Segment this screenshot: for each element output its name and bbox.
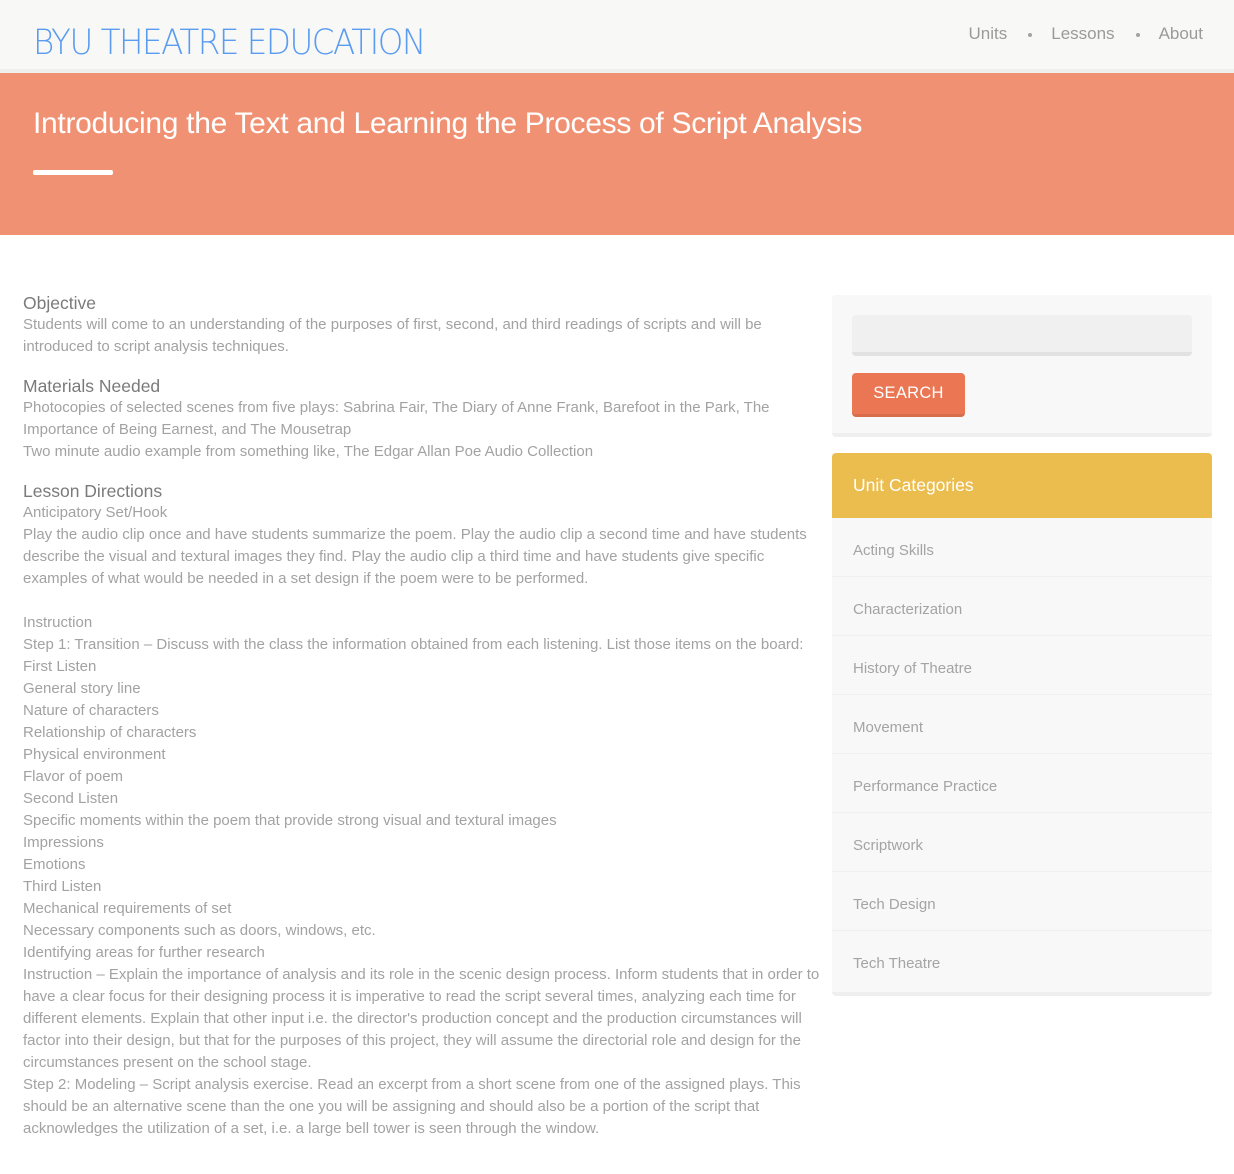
lesson-content — [23, 292, 823, 1157]
title-underline-divider — [33, 170, 113, 175]
search-button[interactable]: SEARCH — [852, 373, 965, 417]
page-title: Introducing the Text and Learning the Process of Script Analysis — [33, 107, 863, 140]
category-item-movement[interactable]: Movement — [832, 695, 1212, 754]
site-logo[interactable]: BYU THEATRE EDUCATION — [33, 23, 425, 63]
search-widget — [832, 295, 1212, 437]
page-hero-banner — [0, 73, 1234, 235]
category-item-history-of-theatre[interactable]: History of Theatre — [832, 636, 1212, 695]
nav-link-lessons[interactable]: Lessons — [1051, 24, 1115, 43]
direction-line: Nature of characters — [23, 702, 159, 719]
directions-section — [23, 480, 823, 1140]
materials-section — [23, 375, 823, 463]
materials-heading: Materials Needed — [23, 376, 161, 396]
direction-line: Impressions — [23, 834, 104, 851]
search-input[interactable] — [852, 315, 1192, 356]
unit-categories-heading: Unit Categories — [832, 453, 1212, 518]
nav-separator-dot — [1028, 33, 1032, 37]
direction-line: Specific moments within the poem that provide strong visual and textural images — [23, 812, 557, 829]
category-item-acting-skills[interactable]: Acting Skills — [832, 518, 1212, 577]
top-navbar — [0, 0, 1234, 73]
nav-separator-dot — [1136, 33, 1140, 37]
category-item-performance-practice[interactable]: Performance Practice — [832, 754, 1212, 813]
unit-categories-widget — [832, 453, 1212, 996]
direction-line: General story line — [23, 680, 141, 697]
materials-line: Two minute audio example from something like, The Edgar Allan Poe Audio Collection — [23, 443, 594, 460]
direction-line: Instruction — [23, 614, 93, 631]
direction-line: Necessary components such as doors, windows, etc. — [23, 922, 376, 939]
direction-line: First Listen — [23, 658, 97, 675]
nav-link-about[interactable]: About — [1158, 24, 1203, 43]
category-item-characterization[interactable]: Characterization — [832, 577, 1212, 636]
objective-heading: Objective — [23, 293, 96, 313]
sidebar — [832, 295, 1212, 996]
direction-line: Relationship of characters — [23, 724, 197, 741]
objective-text: Students will come to an understanding of the purposes of first, second, and third readings of scripts and will be introduced to script analysis techniques. — [23, 316, 762, 355]
direction-line: Identifying areas for further research — [23, 944, 265, 961]
category-item-tech-design[interactable]: Tech Design — [832, 872, 1212, 931]
materials-line: Photocopies of selected scenes from five plays: Sabrina Fair, The Diary of Anne Frank, Barefoot in the Park, The Importance of Being Earnest, and The Mousetrap — [23, 399, 770, 438]
directions-heading: Lesson Directions — [23, 481, 163, 501]
nav-link-units[interactable]: Units — [968, 24, 1008, 43]
direction-line: Flavor of poem — [23, 768, 124, 785]
category-list — [832, 518, 1212, 992]
category-item-scriptwork[interactable]: Scriptwork — [832, 813, 1212, 872]
direction-line: Physical environment — [23, 746, 166, 763]
direction-line: Instruction – Explain the importance of analysis and its role in the scenic design process. Inform students that in order to have a clear focus for their designing process it is imperative to read the script several times, analyzing each time for different elements. Explain that other input i.e. the director's production concept and the production circumstances will factor into their design, but that for the purposes of this project, they will assume the directorial role and design for the circumstances present on the school stage. — [23, 966, 820, 1071]
direction-line: Step 2: Modeling – Script analysis exercise. Read an excerpt from a short scene from one of the assigned plays. This should be an alternative scene than the one you will be assigning and should also be a portion of the script that acknowledges the utilization of a set, i.e. a large bell tower is seen through the window. — [23, 1076, 801, 1137]
direction-line: Second Listen — [23, 790, 119, 807]
category-item-tech-theatre[interactable]: Tech Theatre — [853, 955, 941, 972]
direction-line: Step 1: Transition – Discuss with the class the information obtained from each listening. List those items on the board: — [23, 636, 804, 653]
direction-line: Third Listen — [23, 878, 102, 895]
hook-text: Play the audio clip once and have students summarize the poem. Play the audio clip a second time and have students describe the visual and textural images they find. Play the audio clip a third time and have students give specific examples of what would be needed in a set design if the poem were to be performed. — [23, 526, 807, 587]
spacer — [23, 590, 823, 612]
objective-section — [23, 292, 823, 358]
direction-line: Emotions — [23, 856, 86, 873]
main-nav — [969, 24, 1204, 44]
hook-title: Anticipatory Set/Hook — [23, 504, 168, 521]
direction-line: Mechanical requirements of set — [23, 900, 232, 917]
